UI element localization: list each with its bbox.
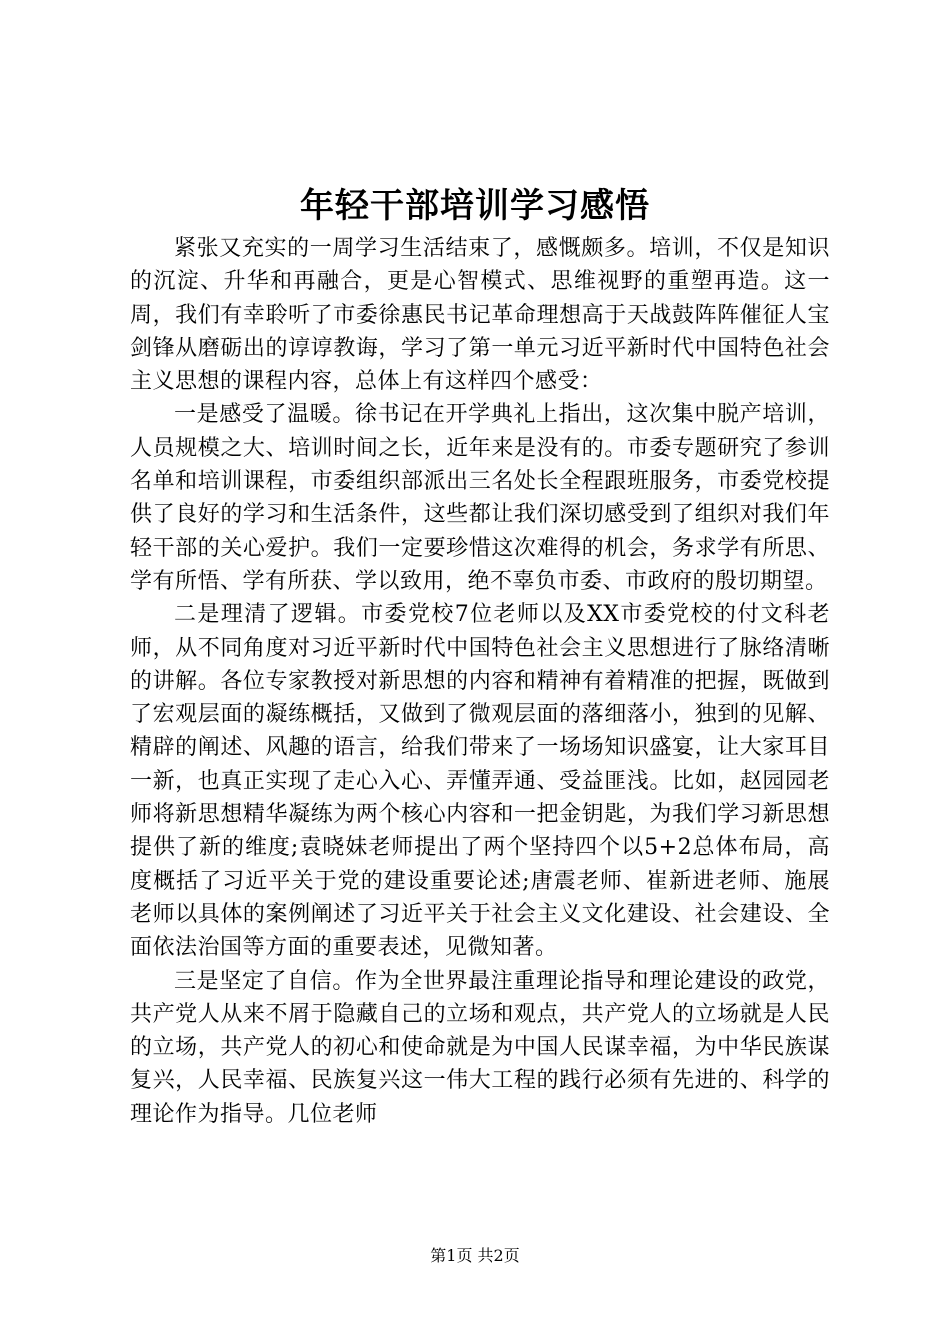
document-body — [130, 232, 830, 1131]
paragraph-logic: 二是理清了逻辑。市委党校7位老师以及XX市委党校的付文科老师，从不同角度对习近平新时代中国特色社会主义思想进行了脉络清晰的讲解。各位专家教授对新思想的内容和精神有着精准的把握，既做到了宏观层面的凝练概括，又做到了微观层面的落细落小，独到的见解、精辟的阐述、风趣的语言，给我们带来了一场场知识盛宴，让大家耳目一新，也真正实现了走心入心、弄懂弄通、受益匪浅。比如，赵园园老师将新思想精华凝练为两个核心内容和一把金钥匙，为我们学习新思想提供了新的维度;袁晓妹老师提出了两个坚持四个以5+2总体布局，高度概括了习近平关于党的建设重要论述;唐震老师、崔新进老师、施展老师以具体的案例阐述了习近平关于社会主义文化建设、社会建设、全面依法治国等方面的重要表述，见微知著。 — [130, 602, 830, 961]
paragraph-warmth: 一是感受了温暖。徐书记在开学典礼上指出，这次集中脱产培训，人员规模之大、培训时间之长，近年来是没有的。市委专题研究了参训名单和培训课程，市委组织部派出三名处长全程跟班服务，市委党校提供了良好的学习和生活条件，这些都让我们深切感受到了组织对我们年轻干部的关心爱护。我们一定要珍惜这次难得的机会，务求学有所思、学有所悟、学有所获、学以致用，绝不辜负市委、市政府的殷切期望。 — [130, 402, 830, 594]
document-title: 年轻干部培训学习感悟 — [300, 186, 650, 226]
paragraph-confidence: 三是坚定了自信。作为全世界最注重理论指导和理论建设的政党，共产党人从来不屑于隐藏自己的立场和观点，共产党人的立场就是人民的立场，共产党人的初心和使命就是为中国人民谋幸福，为中华民族谋复兴，人民幸福、民族复兴这一伟大工程的践行必须有先进的、科学的理论作为指导。几位老师 — [130, 968, 830, 1127]
page-footer: 第1页 共2页 — [430, 1246, 520, 1265]
paragraph-intro: 紧张又充实的一周学习生活结束了，感慨颇多。培训，不仅是知识的沉淀、升华和再融合，更是心智模式、思维视野的重塑再造。这一周，我们有幸聆听了市委徐惠民书记革命理想高于天战鼓阵阵催征人宝剑锋从磨砺出的谆谆教诲，学习了第一单元习近平新时代中国特色社会主义思想的课程内容，总体上有这样四个感受： — [130, 236, 830, 395]
